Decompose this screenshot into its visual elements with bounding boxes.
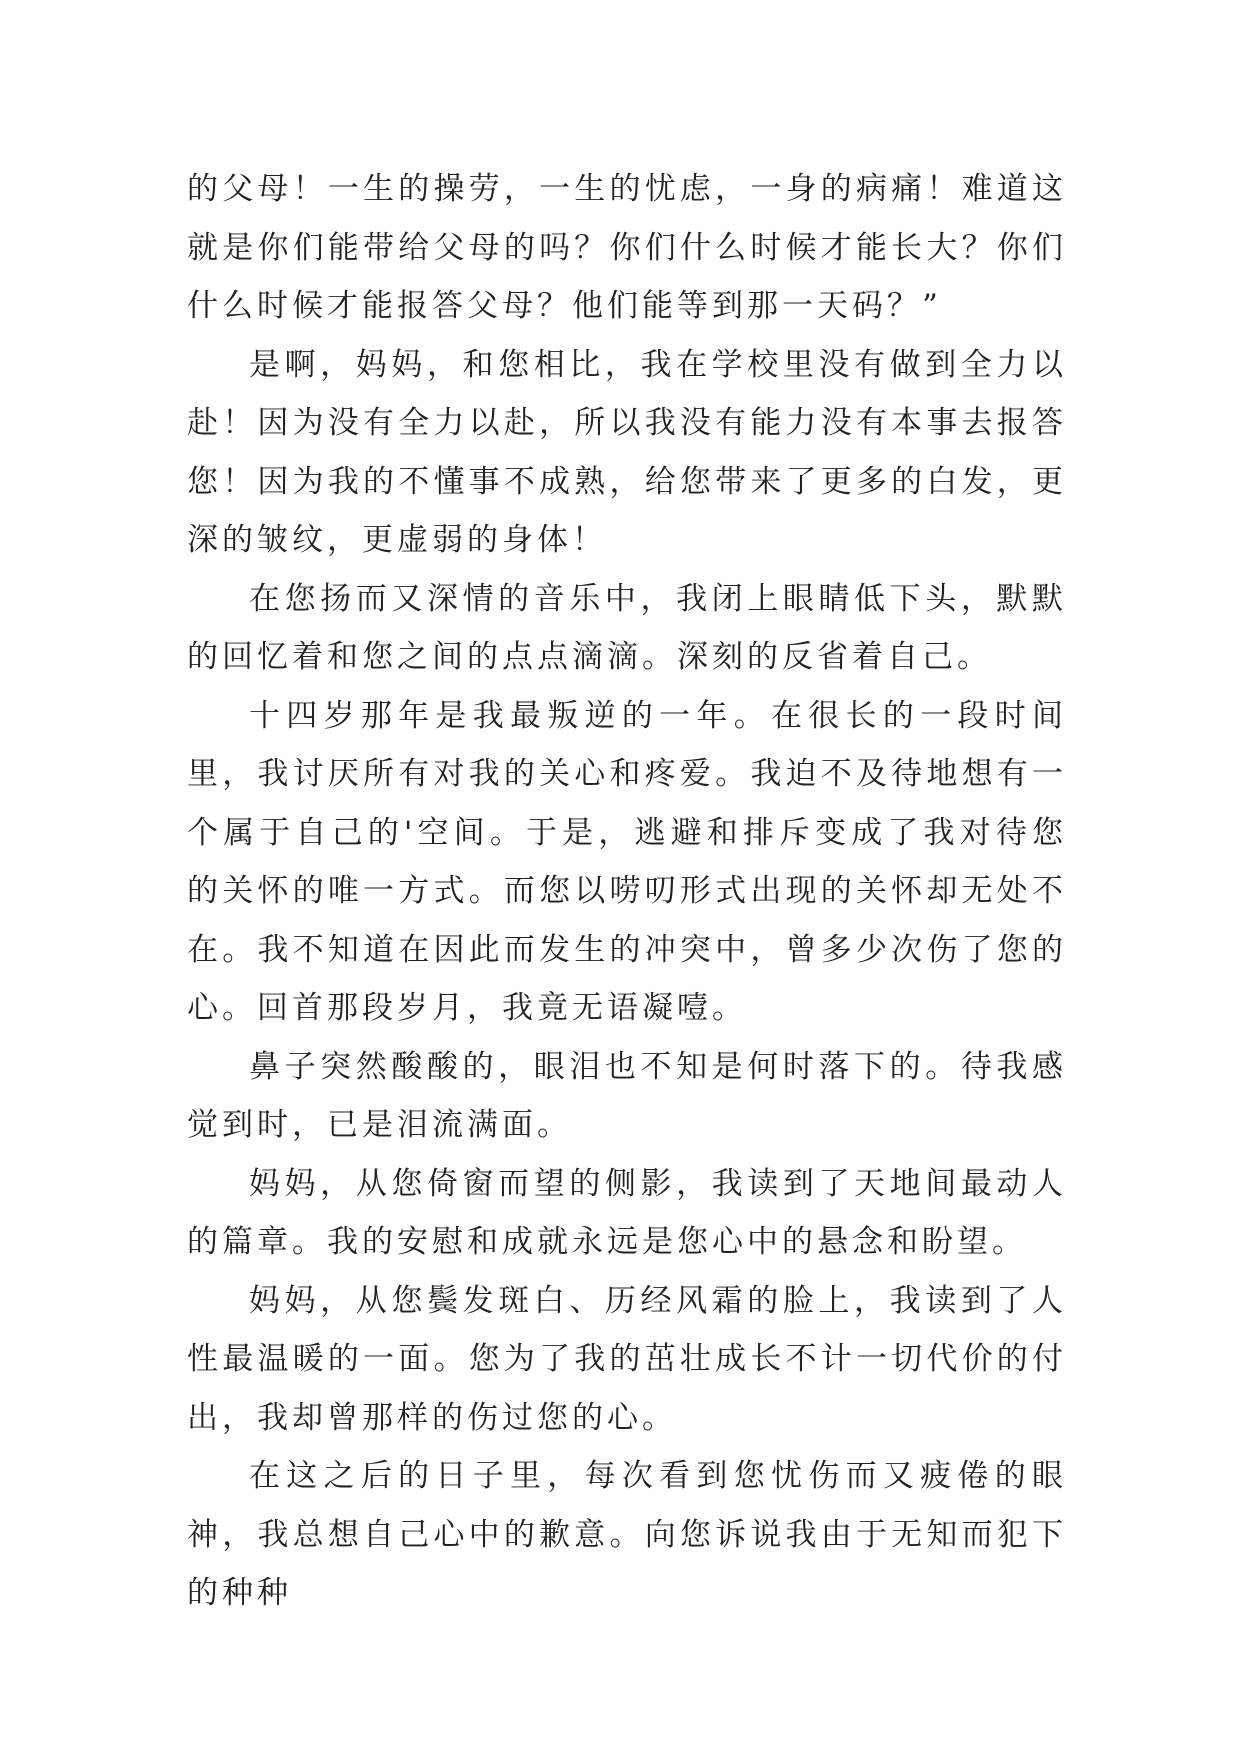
paragraph: 的父母！一生的操劳，一生的忧虑，一身的病痛！难道这就是你们能带给父母的吗？你们什么时候才能长大？你们什么时候才能报答父母？他们能等到那一天码？” [187, 171, 1067, 324]
paragraph: 妈妈，从您倚窗而望的侧影，我读到了天地间最动人的篇章。我的安慰和成就永远是您心中的悬念和盼望。 [187, 1165, 1067, 1260]
paragraph: 妈妈，从您鬓发斑白、历经风霜的脸上，我读到了人性最温暖的一面。您为了我的茁壮成长不计一切代价的付出，我却曾那样的伤过您的心。 [187, 1282, 1067, 1436]
paragraph: 十四岁那年是我最叛逆的一年。在很长的一段时间里，我讨厌所有对我的关心和疼爱。我迫不及待地想有一个属于自己的'空间。于是，逃避和排斥变成了我对待您的关怀的唯一方式。而您以唠叨形式出现的关怀却无处不在。我不知道在因此而发生的冲突中，曾多少次伤了您的心。回首那段岁月，我竟无语凝噎。 [187, 697, 1067, 1026]
paragraph: 是啊，妈妈，和您相比，我在学校里没有做到全力以赴！因为没有全力以赴，所以我没有能力没有本事去报答您！因为我的不懂事不成熟，给您带来了更多的白发，更深的皱纹，更虚弱的身体！ [187, 346, 1067, 558]
document-body [187, 160, 1067, 1623]
paragraph: 在您扬而又深情的音乐中，我闭上眼睛低下头，默默的回忆着和您之间的点点滴滴。深刻的反省着自己。 [187, 580, 1067, 675]
paragraph: 在这之后的日子里，每次看到您忧伤而又疲倦的眼神，我总想自己心中的歉意。向您诉说我由于无知而犯下的种种 [187, 1458, 1067, 1611]
paragraph: 鼻子突然酸酸的，眼泪也不知是何时落下的。待我感觉到时，已是泪流满面。 [187, 1048, 1067, 1143]
